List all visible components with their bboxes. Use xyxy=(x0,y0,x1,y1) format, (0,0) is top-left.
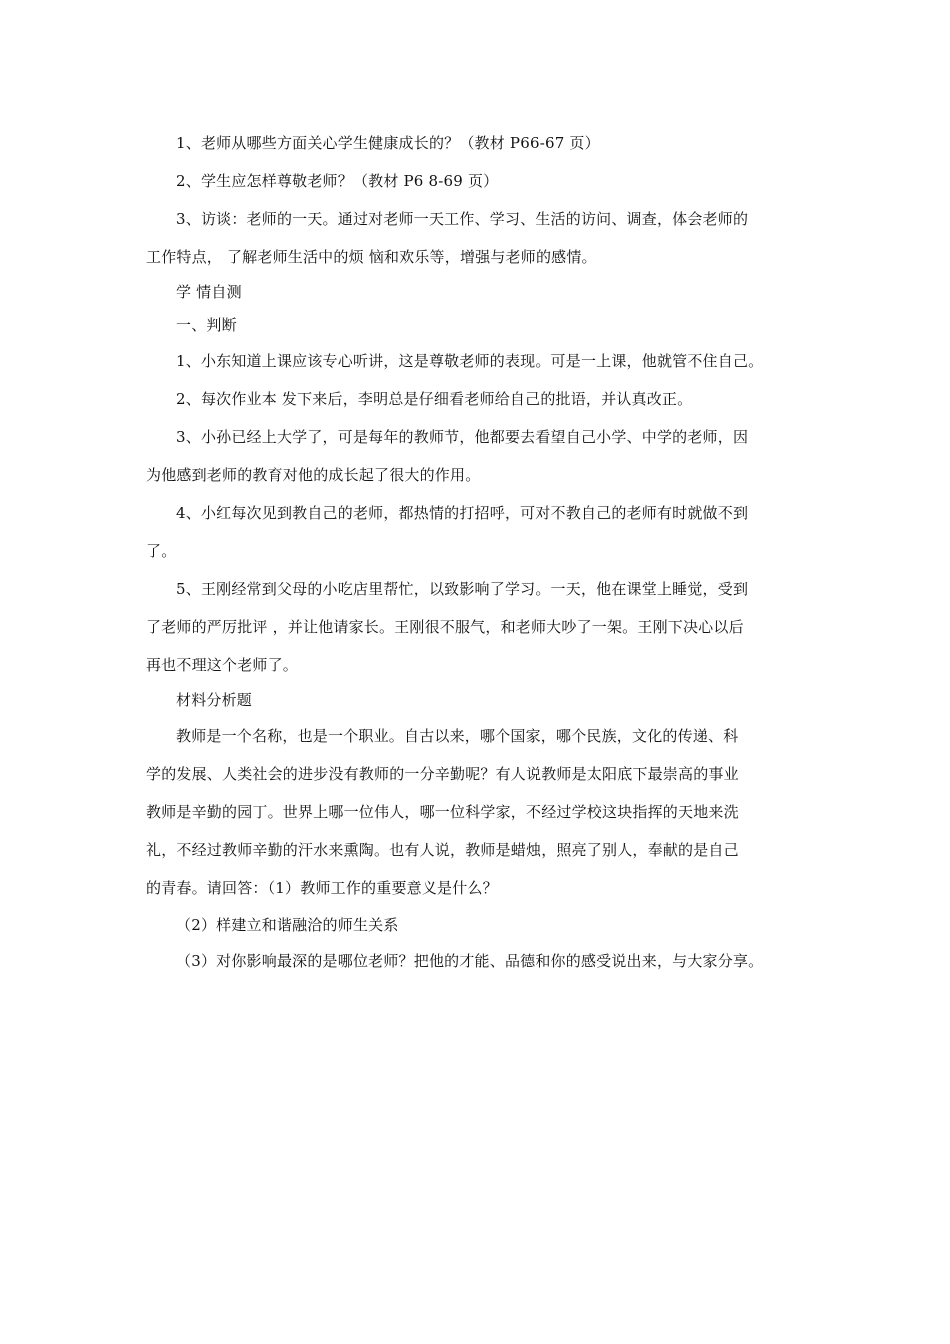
question-line-3-continued: 工作特点， 了解老师生活中的烦 恼和欢乐等，增强与老师的感情。 xyxy=(146,248,597,266)
section-heading-self-test: 学 情自测 xyxy=(176,283,242,301)
material-question-2: （2）样建立和谐融洽的师生关系 xyxy=(176,916,399,934)
judgment-item-4: 4、小红每次见到教自己的老师，都热情的打招呼，可对不教自己的老师有时就做不到 xyxy=(176,504,749,522)
question-line-2: 2、学生应怎样尊敬老师？（教材 P6 8-69 页） xyxy=(176,172,499,190)
material-paragraph-line-3: 教师是辛勤的园丁。世界上哪一位伟人，哪一位科学家，不经过学校这块指挥的天地来洗 xyxy=(146,803,739,821)
material-paragraph-line-4: 礼，不经过教师辛勤的汗水来熏陶。也有人说，教师是蜡烛，照亮了别人，奉献的是自己 xyxy=(146,841,739,859)
judgment-item-5-continued-2: 再也不理这个老师了。 xyxy=(146,656,299,674)
question-line-1: 1、老师从哪些方面关心学生健康成长的？（教材 P66-67 页） xyxy=(176,134,600,152)
judgment-item-3: 3、小孙已经上大学了，可是每年的教师节，他都要去看望自己小学、中学的老师，因 xyxy=(176,428,749,446)
judgment-item-1: 1、小东知道上课应该专心听讲，这是尊敬老师的表现。可是一上课，他就管不住自己。 xyxy=(176,352,764,370)
section-heading-material-analysis: 材料分析题 xyxy=(176,691,253,709)
material-paragraph-line-2: 学的发展、人类社会的进步没有教师的一分辛勤呢？有人说教师是太阳底下最崇高的事业 xyxy=(146,765,739,783)
document-body xyxy=(146,124,826,979)
judgment-item-3-continued: 为他感到老师的教育对他的成长起了很大的作用。 xyxy=(146,466,481,484)
judgment-item-5: 5、王刚经常到父母的小吃店里帮忙，以致影响了学习。一天，他在课堂上睡觉，受到 xyxy=(176,580,749,598)
material-paragraph-line-1: 教师是一个名称，也是一个职业。自古以来，哪个国家，哪个民族，文化的传递、科 xyxy=(176,727,739,745)
material-question-1: 的青春。请回答：（1）教师工作的重要意义是什么？ xyxy=(146,879,498,897)
question-line-3: 3、访谈：老师的一天。通过对老师一天工作、学习、生活的访问、调查，体会老师的 xyxy=(176,210,749,228)
judgment-item-5-continued-1: 了老师的严厉批评 ，并让他请家长。王刚很不服气，和老师大吵了一架。王刚下决心以后 xyxy=(146,618,744,636)
section-heading-judgment: 一、判断 xyxy=(176,316,237,334)
judgment-item-2: 2、每次作业本 发下来后，李明总是仔细看老师给自己的批语，并认真改正。 xyxy=(176,390,693,408)
judgment-item-4-continued: 了。 xyxy=(146,542,177,560)
material-question-3: （3）对你影响最深的是哪位老师？把他的才能、品德和你的感受说出来，与大家分享。 xyxy=(176,952,764,970)
